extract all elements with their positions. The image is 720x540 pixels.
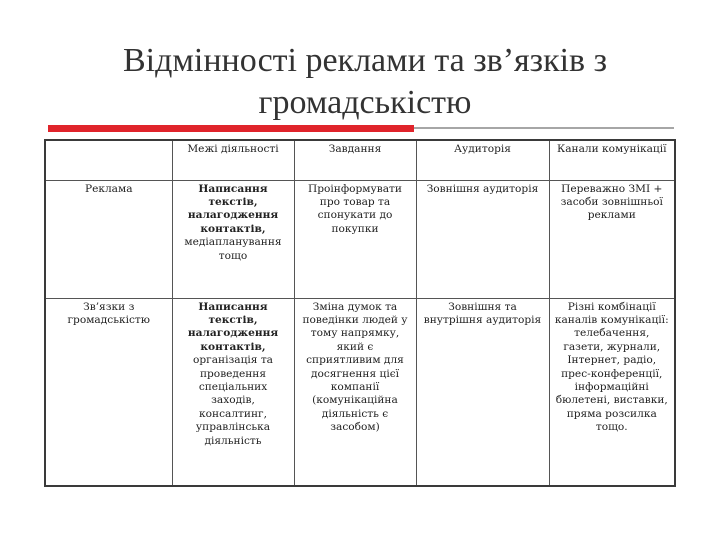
channels-cell: Різні комбінації каналів комунікації: телебачення, газети, журнали, Інтернет, радіо, прес-конференції, інформаційні бюлетені, виставки, пряма розсилка тощо. (549, 298, 675, 486)
scope-bold-text: Написання текстів, налагодження контактів, (187, 300, 279, 353)
title-divider-line (414, 127, 674, 129)
header-cell-task: Завдання (294, 140, 416, 180)
header-cell-audience: Аудиторія (416, 140, 549, 180)
scope-cell (172, 180, 294, 298)
header-cell-scope: Межі діяльності (172, 140, 294, 180)
channels-cell: Переважно ЗМІ + засоби зовнішньої реклами (549, 180, 675, 298)
scope-cell (172, 298, 294, 486)
table-header-row (45, 140, 675, 180)
table-row-pr (45, 298, 675, 486)
scope-bold-text: Написання текстів, налагодження контактів, (187, 182, 279, 235)
audience-cell: Зовнішня аудиторія (416, 180, 549, 298)
header-cell-channels: Канали комунікації (549, 140, 675, 180)
title-accent-bar (48, 125, 414, 132)
audience-cell: Зовнішня та внутрішня аудиторія (416, 298, 549, 486)
row-label: Реклама (45, 180, 172, 298)
slide-title-line-1: Відмінності реклами та зв’язків з (122, 42, 608, 79)
row-label: Зв’язки з громадськістю (45, 298, 172, 486)
slide-title (40, 40, 690, 124)
slide-title-line-2: громадськістю (258, 84, 472, 121)
task-cell: Проінформувати про товар та спонукати до покупки (294, 180, 416, 298)
scope-rest-text: медіапланування тощо (184, 236, 282, 262)
table-row-advertising (45, 180, 675, 298)
header-cell-empty (45, 140, 172, 180)
task-cell: Зміна думок та поведінки людей у тому напрямку, який є сприятливим для досягнення цієї компанії (комунікаційна діяльність є засобом) (294, 298, 416, 486)
scope-rest-text: організація та проведення спеціальних заходів, консалтинг, управлінська діяльність (193, 354, 273, 447)
comparison-table (44, 139, 676, 487)
